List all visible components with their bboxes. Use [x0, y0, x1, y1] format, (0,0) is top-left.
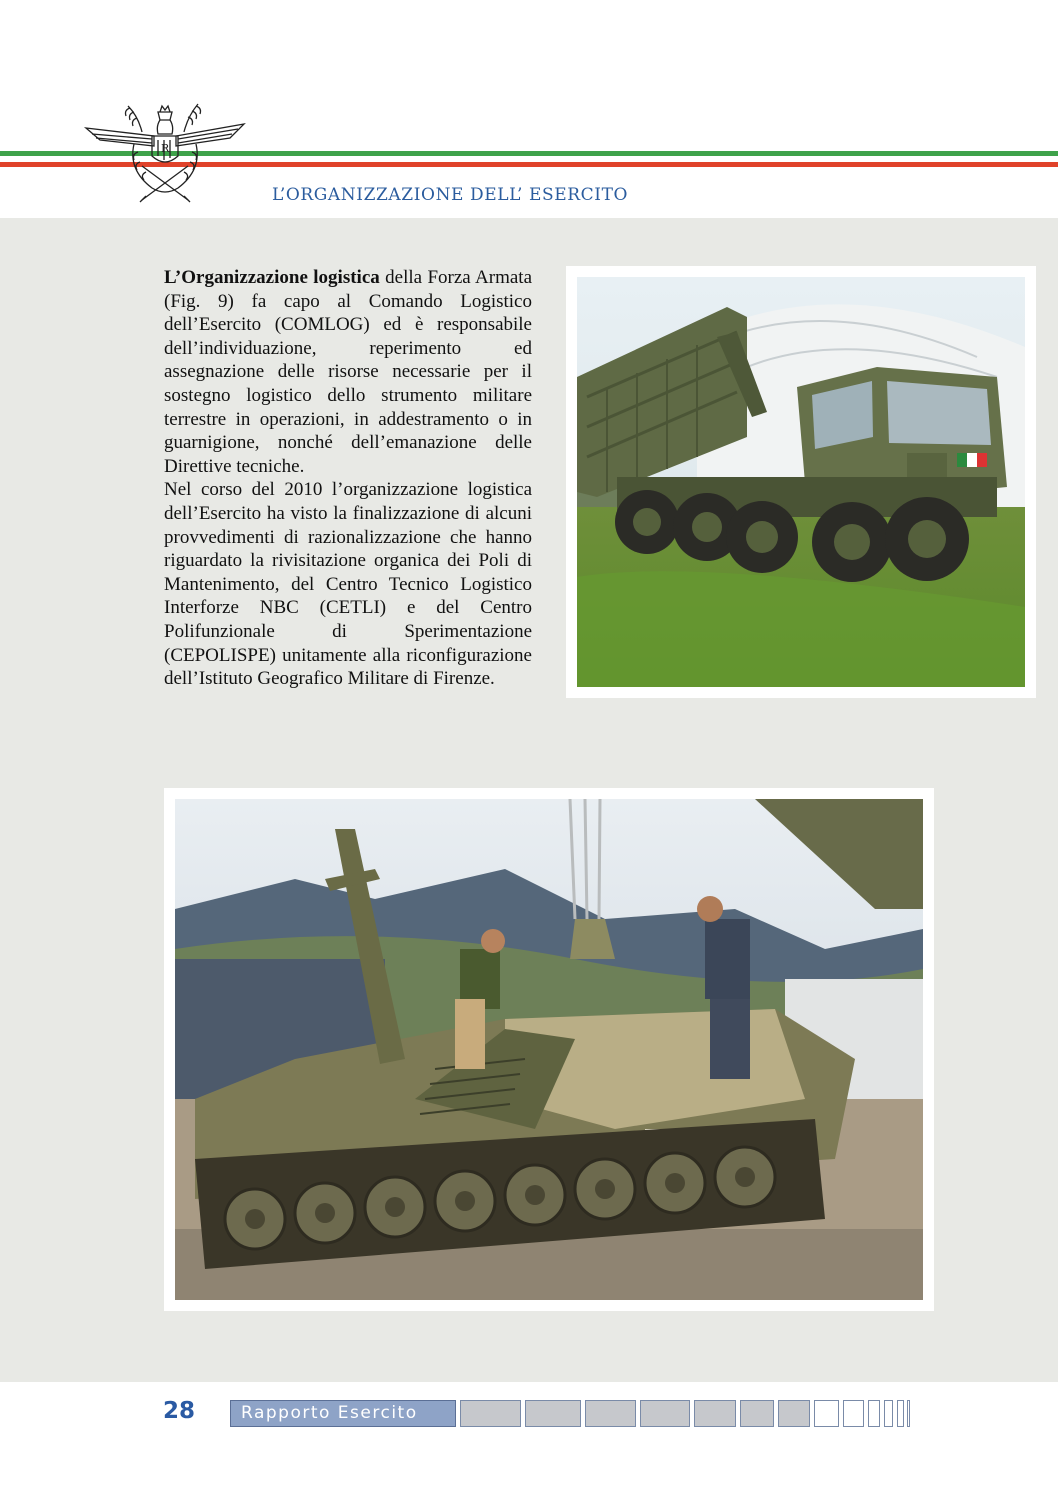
footer-bar-segment: [897, 1400, 904, 1427]
article-paragraph-2: Nel corso del 2010 l’organizzazione logistica dell’Esercito ha visto la finalizzazione di alcuni provvedimenti di razionalizzazione che hanno riguardato la rivisitazione organica dei Poli di Mantenimento, del Centro Tecnico Logistico Interforze NBC (CETLI) e del Centro Polifunzionale di Sperimentazione (CEPOLISPE) unitamente alla riconfigurazione dell’Istituto Geografico Militare di Firenze.: [164, 479, 532, 690]
footer-bar-segment: [525, 1400, 581, 1427]
footer-bar-segment: [778, 1400, 810, 1427]
military-truck-photo: [577, 277, 1025, 687]
page-header: [0, 0, 1058, 218]
footer-bar-segment: [460, 1400, 521, 1427]
article-lead-rest: della Forza Armata (Fig. 9) fa capo al Comando Logistico dell’Esercito (COMLOG) ed è responsabile dell’individuazione, reperimento ed assegnazione delle risorse necessarie per il sostegno logistico dello strumento militare terrestre in operazioni, in addestramento o in guarnigione, nonché dell’emanazione delle Direttive tecniche.: [164, 267, 532, 477]
article-paragraph-1: [164, 266, 532, 478]
footer-bar-segment: [843, 1400, 864, 1427]
footer-bar-segment: [694, 1400, 736, 1427]
publication-name: Rapporto Esercito: [230, 1400, 456, 1427]
svg-text:R: R: [161, 142, 170, 155]
footer-bar-segment: [740, 1400, 774, 1427]
footer-bar-segment: [814, 1400, 839, 1427]
article-lead-bold: L’Organizzazione logistica: [164, 267, 380, 288]
section-title: L’ORGANIZZAZIONE DELL’ ESERCITO: [272, 185, 629, 205]
footer-bar-segment: [907, 1400, 910, 1427]
army-eagle-emblem-icon: [82, 96, 248, 208]
footer-bar-segment: [868, 1400, 880, 1427]
footer-bar-segment: [585, 1400, 636, 1427]
armored-recovery-vehicle-photo: [175, 799, 923, 1300]
footer-bar-segment: [640, 1400, 690, 1427]
page-number: 28: [163, 1398, 196, 1424]
article-text: [164, 266, 532, 691]
footer-bar-segment: [884, 1400, 893, 1427]
